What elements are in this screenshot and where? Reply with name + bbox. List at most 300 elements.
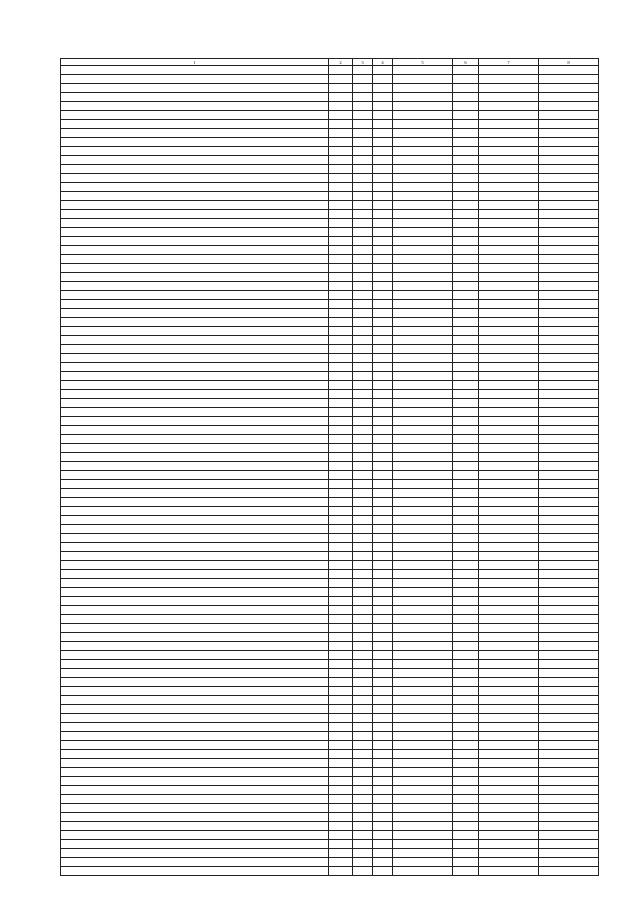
empty-cell — [393, 498, 453, 507]
empty-cell — [329, 516, 353, 525]
empty-cell — [329, 120, 353, 129]
table-row — [61, 768, 599, 777]
empty-cell — [353, 399, 373, 408]
empty-cell — [539, 273, 599, 282]
table-row — [61, 336, 599, 345]
empty-cell — [353, 804, 373, 813]
empty-cell — [453, 651, 479, 660]
empty-cell — [353, 525, 373, 534]
table-row — [61, 309, 599, 318]
empty-cell — [353, 660, 373, 669]
table-row — [61, 318, 599, 327]
empty-cell — [453, 291, 479, 300]
empty-cell — [539, 336, 599, 345]
empty-cell — [373, 840, 393, 849]
table-row — [61, 381, 599, 390]
empty-cell — [61, 732, 329, 741]
empty-cell — [61, 813, 329, 822]
empty-cell — [329, 489, 353, 498]
empty-cell — [539, 156, 599, 165]
empty-cell — [453, 111, 479, 120]
empty-cell — [539, 651, 599, 660]
empty-cell — [353, 579, 373, 588]
empty-cell — [539, 570, 599, 579]
empty-cell — [393, 408, 453, 417]
empty-cell — [373, 462, 393, 471]
empty-cell — [479, 597, 539, 606]
empty-cell — [393, 543, 453, 552]
empty-cell — [393, 588, 453, 597]
empty-cell — [329, 399, 353, 408]
empty-cell — [453, 138, 479, 147]
table-row — [61, 291, 599, 300]
empty-cell — [353, 858, 373, 867]
table-row — [61, 129, 599, 138]
empty-cell — [329, 633, 353, 642]
table-body — [61, 66, 599, 876]
table-row — [61, 66, 599, 75]
empty-cell — [479, 390, 539, 399]
empty-cell — [329, 66, 353, 75]
empty-cell — [453, 174, 479, 183]
empty-cell — [453, 588, 479, 597]
empty-cell — [453, 408, 479, 417]
empty-cell — [61, 561, 329, 570]
empty-cell — [373, 138, 393, 147]
empty-cell — [539, 624, 599, 633]
empty-cell — [373, 543, 393, 552]
table-row — [61, 399, 599, 408]
empty-cell — [61, 399, 329, 408]
empty-cell — [353, 156, 373, 165]
empty-cell — [329, 84, 353, 93]
empty-cell — [373, 786, 393, 795]
empty-cell — [393, 687, 453, 696]
empty-cell — [479, 498, 539, 507]
table-row — [61, 696, 599, 705]
empty-cell — [353, 219, 373, 228]
empty-cell — [61, 282, 329, 291]
empty-cell — [329, 327, 353, 336]
empty-cell — [61, 390, 329, 399]
empty-cell — [393, 309, 453, 318]
empty-cell — [539, 552, 599, 561]
empty-cell — [539, 66, 599, 75]
empty-cell — [329, 579, 353, 588]
empty-cell — [329, 570, 353, 579]
table-row — [61, 345, 599, 354]
empty-cell — [393, 372, 453, 381]
empty-cell — [373, 363, 393, 372]
table-row — [61, 273, 599, 282]
empty-cell — [353, 687, 373, 696]
empty-cell — [353, 507, 373, 516]
empty-cell — [353, 300, 373, 309]
empty-cell — [353, 597, 373, 606]
empty-cell — [539, 795, 599, 804]
empty-cell — [393, 237, 453, 246]
empty-cell — [479, 327, 539, 336]
empty-cell — [453, 480, 479, 489]
empty-cell — [393, 345, 453, 354]
empty-cell — [61, 822, 329, 831]
table-row — [61, 867, 599, 876]
empty-cell — [393, 363, 453, 372]
empty-cell — [453, 543, 479, 552]
empty-cell — [329, 714, 353, 723]
empty-cell — [373, 111, 393, 120]
table-row — [61, 219, 599, 228]
empty-cell — [353, 831, 373, 840]
empty-cell — [539, 363, 599, 372]
table-row — [61, 75, 599, 84]
empty-cell — [539, 858, 599, 867]
empty-cell — [329, 417, 353, 426]
empty-cell — [539, 606, 599, 615]
empty-cell — [353, 669, 373, 678]
empty-cell — [393, 390, 453, 399]
empty-cell — [393, 516, 453, 525]
empty-cell — [453, 354, 479, 363]
empty-cell — [61, 669, 329, 678]
empty-cell — [453, 453, 479, 462]
empty-cell — [539, 498, 599, 507]
empty-cell — [393, 813, 453, 822]
empty-cell — [61, 642, 329, 651]
empty-cell — [61, 786, 329, 795]
empty-cell — [353, 246, 373, 255]
table-row — [61, 786, 599, 795]
table-row — [61, 489, 599, 498]
empty-cell — [453, 687, 479, 696]
empty-cell — [61, 507, 329, 516]
empty-cell — [353, 408, 373, 417]
empty-cell — [61, 471, 329, 480]
empty-cell — [329, 444, 353, 453]
empty-cell — [479, 633, 539, 642]
empty-cell — [453, 579, 479, 588]
empty-cell — [329, 75, 353, 84]
empty-cell — [373, 516, 393, 525]
empty-cell — [539, 849, 599, 858]
empty-cell — [539, 174, 599, 183]
empty-cell — [61, 525, 329, 534]
empty-cell — [393, 291, 453, 300]
table-row — [61, 417, 599, 426]
empty-cell — [453, 795, 479, 804]
empty-cell — [353, 678, 373, 687]
empty-cell — [453, 786, 479, 795]
empty-cell — [329, 102, 353, 111]
table-row — [61, 372, 599, 381]
empty-cell — [479, 741, 539, 750]
empty-cell — [539, 165, 599, 174]
empty-cell — [479, 435, 539, 444]
empty-cell — [61, 246, 329, 255]
empty-cell — [393, 858, 453, 867]
empty-cell — [373, 435, 393, 444]
empty-cell — [453, 768, 479, 777]
empty-cell — [373, 237, 393, 246]
empty-cell — [453, 318, 479, 327]
empty-cell — [539, 237, 599, 246]
empty-cell — [329, 93, 353, 102]
empty-cell — [353, 165, 373, 174]
empty-cell — [479, 651, 539, 660]
empty-cell — [539, 129, 599, 138]
empty-cell — [329, 507, 353, 516]
empty-cell — [329, 201, 353, 210]
empty-cell — [353, 777, 373, 786]
empty-cell — [393, 777, 453, 786]
table-row — [61, 561, 599, 570]
empty-cell — [539, 696, 599, 705]
empty-cell — [393, 696, 453, 705]
empty-cell — [453, 129, 479, 138]
empty-cell — [61, 570, 329, 579]
empty-cell — [373, 408, 393, 417]
empty-cell — [353, 75, 373, 84]
empty-cell — [353, 543, 373, 552]
empty-cell — [479, 174, 539, 183]
empty-cell — [329, 552, 353, 561]
empty-cell — [479, 399, 539, 408]
empty-cell — [373, 336, 393, 345]
empty-cell — [353, 264, 373, 273]
empty-cell — [61, 579, 329, 588]
empty-cell — [479, 714, 539, 723]
empty-cell — [393, 723, 453, 732]
empty-cell — [393, 381, 453, 390]
empty-cell — [329, 300, 353, 309]
empty-cell — [453, 804, 479, 813]
empty-cell — [393, 300, 453, 309]
empty-cell — [393, 435, 453, 444]
table-row — [61, 570, 599, 579]
empty-cell — [479, 831, 539, 840]
empty-cell — [353, 453, 373, 462]
empty-cell — [329, 345, 353, 354]
empty-cell — [373, 858, 393, 867]
empty-cell — [393, 831, 453, 840]
table-row — [61, 642, 599, 651]
empty-cell — [353, 462, 373, 471]
empty-cell — [61, 849, 329, 858]
empty-cell — [539, 210, 599, 219]
empty-cell — [393, 174, 453, 183]
empty-cell — [539, 462, 599, 471]
empty-cell — [453, 93, 479, 102]
empty-cell — [373, 246, 393, 255]
empty-cell — [353, 867, 373, 876]
empty-cell — [539, 300, 599, 309]
empty-cell — [393, 111, 453, 120]
empty-cell — [479, 291, 539, 300]
empty-cell — [479, 822, 539, 831]
empty-cell — [373, 219, 393, 228]
empty-cell — [373, 660, 393, 669]
col-number-2: 2 — [329, 59, 353, 66]
empty-cell — [479, 453, 539, 462]
table-row — [61, 723, 599, 732]
col-number-8: 8 — [539, 59, 599, 66]
empty-cell — [393, 822, 453, 831]
empty-cell — [393, 93, 453, 102]
empty-cell — [329, 624, 353, 633]
table-row — [61, 750, 599, 759]
empty-cell — [479, 363, 539, 372]
empty-cell — [453, 849, 479, 858]
empty-cell — [453, 606, 479, 615]
empty-cell — [329, 228, 353, 237]
table-row — [61, 579, 599, 588]
empty-cell — [453, 165, 479, 174]
table-row — [61, 606, 599, 615]
empty-cell — [373, 84, 393, 93]
empty-cell — [453, 264, 479, 273]
empty-cell — [61, 372, 329, 381]
table-row — [61, 687, 599, 696]
empty-cell — [61, 840, 329, 849]
empty-cell — [373, 732, 393, 741]
empty-cell — [539, 480, 599, 489]
table-row — [61, 534, 599, 543]
empty-cell — [61, 615, 329, 624]
empty-cell — [329, 111, 353, 120]
empty-cell — [373, 579, 393, 588]
empty-cell — [61, 174, 329, 183]
empty-cell — [539, 822, 599, 831]
empty-cell — [373, 327, 393, 336]
empty-cell — [61, 741, 329, 750]
empty-cell — [373, 705, 393, 714]
empty-cell — [539, 723, 599, 732]
empty-cell — [329, 318, 353, 327]
empty-cell — [61, 318, 329, 327]
empty-cell — [329, 174, 353, 183]
empty-cell — [373, 507, 393, 516]
table-row — [61, 651, 599, 660]
empty-cell — [373, 813, 393, 822]
empty-cell — [353, 210, 373, 219]
empty-cell — [479, 480, 539, 489]
empty-cell — [329, 750, 353, 759]
empty-cell — [453, 813, 479, 822]
empty-cell — [329, 669, 353, 678]
table-row — [61, 111, 599, 120]
empty-cell — [373, 561, 393, 570]
empty-cell — [329, 363, 353, 372]
empty-cell — [353, 237, 373, 246]
empty-cell — [479, 444, 539, 453]
empty-cell — [453, 633, 479, 642]
empty-cell — [373, 129, 393, 138]
empty-cell — [373, 768, 393, 777]
empty-cell — [393, 642, 453, 651]
empty-cell — [539, 579, 599, 588]
empty-cell — [539, 255, 599, 264]
table-row — [61, 840, 599, 849]
empty-cell — [393, 120, 453, 129]
empty-cell — [453, 534, 479, 543]
empty-cell — [479, 165, 539, 174]
empty-cell — [373, 174, 393, 183]
empty-cell — [479, 543, 539, 552]
table-row — [61, 426, 599, 435]
empty-cell — [453, 750, 479, 759]
empty-cell — [373, 390, 393, 399]
empty-cell — [453, 705, 479, 714]
empty-cell — [539, 768, 599, 777]
empty-cell — [353, 273, 373, 282]
empty-cell — [353, 354, 373, 363]
empty-cell — [329, 768, 353, 777]
table-row — [61, 246, 599, 255]
empty-cell — [393, 156, 453, 165]
empty-cell — [329, 210, 353, 219]
table-row — [61, 84, 599, 93]
empty-cell — [61, 678, 329, 687]
empty-cell — [329, 426, 353, 435]
empty-cell — [453, 210, 479, 219]
empty-cell — [453, 282, 479, 291]
empty-cell — [539, 435, 599, 444]
empty-cell — [373, 93, 393, 102]
empty-cell — [539, 228, 599, 237]
empty-cell — [329, 840, 353, 849]
empty-cell — [453, 507, 479, 516]
empty-cell — [453, 444, 479, 453]
empty-cell — [453, 399, 479, 408]
empty-cell — [479, 759, 539, 768]
empty-cell — [61, 417, 329, 426]
empty-cell — [373, 264, 393, 273]
empty-cell — [329, 660, 353, 669]
empty-cell — [479, 111, 539, 120]
table-row — [61, 237, 599, 246]
empty-cell — [353, 480, 373, 489]
empty-cell — [373, 822, 393, 831]
empty-cell — [61, 597, 329, 606]
table-row — [61, 507, 599, 516]
empty-cell — [479, 120, 539, 129]
empty-cell — [393, 570, 453, 579]
empty-cell — [373, 381, 393, 390]
empty-cell — [329, 687, 353, 696]
empty-cell — [61, 462, 329, 471]
empty-cell — [393, 579, 453, 588]
empty-cell — [329, 462, 353, 471]
empty-cell — [353, 723, 373, 732]
empty-cell — [329, 858, 353, 867]
empty-cell — [479, 426, 539, 435]
empty-cell — [393, 246, 453, 255]
empty-cell — [61, 165, 329, 174]
empty-cell — [453, 462, 479, 471]
empty-cell — [353, 228, 373, 237]
empty-cell — [393, 768, 453, 777]
empty-cell — [479, 750, 539, 759]
empty-cell — [453, 570, 479, 579]
empty-cell — [453, 723, 479, 732]
empty-cell — [393, 165, 453, 174]
empty-cell — [329, 597, 353, 606]
table-row — [61, 462, 599, 471]
empty-cell — [539, 588, 599, 597]
empty-cell — [61, 183, 329, 192]
empty-cell — [479, 840, 539, 849]
table-row — [61, 804, 599, 813]
